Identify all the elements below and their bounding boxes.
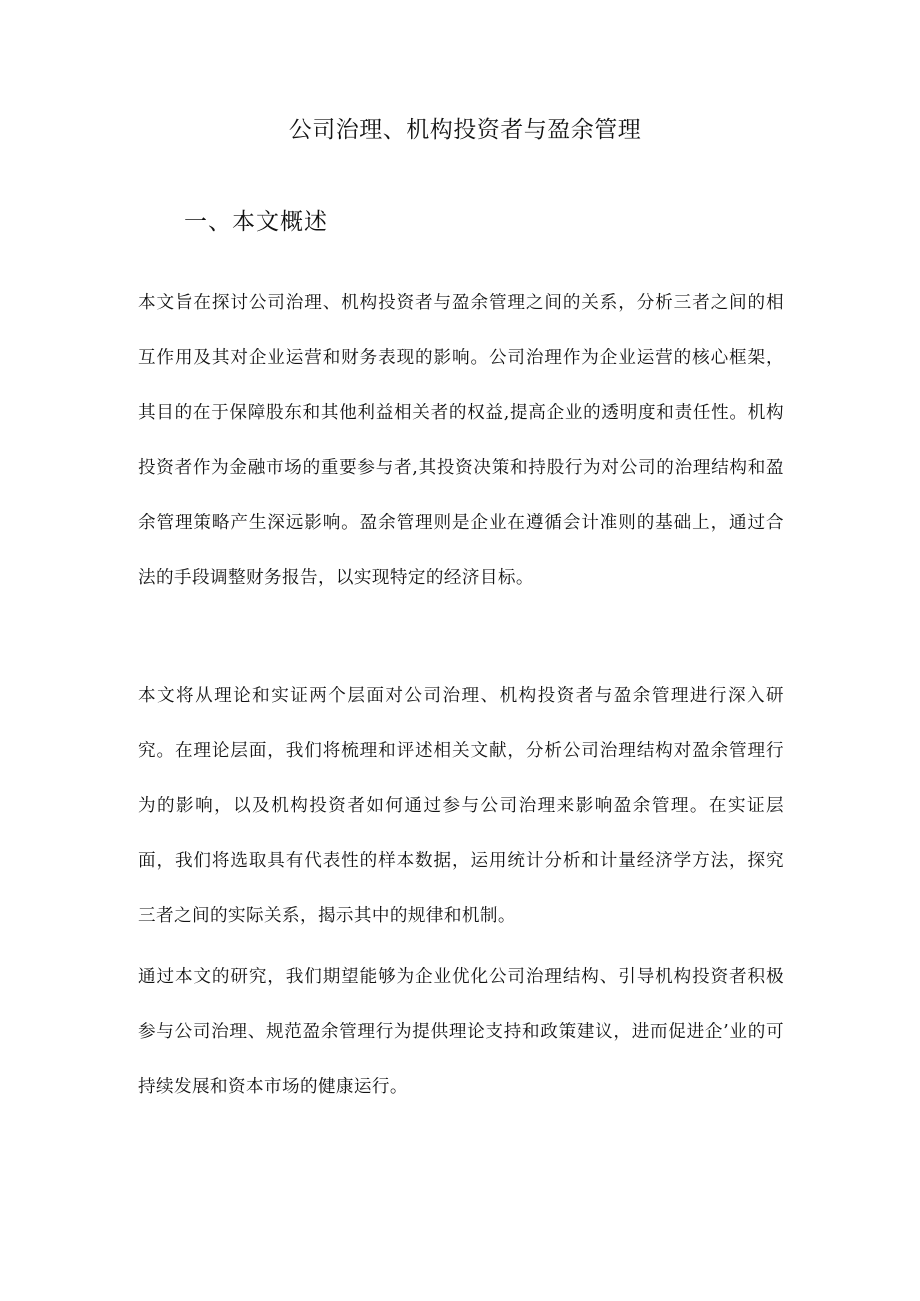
section-heading: 一、本文概述 (184, 209, 328, 235)
paragraph-1: 本文旨在探讨公司治理、机构投资者与盈余管理之间的关系，分析三者之间的相互作用及其对企业运营和财务表现的影响。公司治理作为企业运营的核心框架，其目的在于保障股东和其他利益相关者的权益,提高企业的透明度和责任性。机构投资者作为金融市场的重要参与者,其投资决策和持股行为对公司的治理结构和盈余管理策略产生深远影响。盈余管理则是企业在遵循会计准则的基础上，通过合法的手段调整财务报告，以实现特定的经济目标。 (138, 293, 784, 588)
document-title: 公司治理、机构投资者与盈余管理 (288, 117, 642, 143)
paragraph-2: 本文将从理论和实证两个层面对公司治理、机构投资者与盈余管理进行深入研究。在理论层面，我们将梳理和评述相关文献，分析公司治理结构对盈余管理行为的影响，以及机构投资者如何通过参与公司治理来影响盈余管理。在实证层面，我们将选取具有代表性的样本数据，运用统计分析和计量经济学方法，探究三者之间的实际关系，揭示其中的规律和机制。 (138, 686, 784, 926)
paragraph-3: 通过本文的研究，我们期望能够为企业优化公司治理结构、引导机构投资者积极参与公司治理、规范盈余管理行为提供理论支持和政策建议，进而促进企’业的可持续发展和资本市场的健康运行。 (138, 967, 784, 1097)
